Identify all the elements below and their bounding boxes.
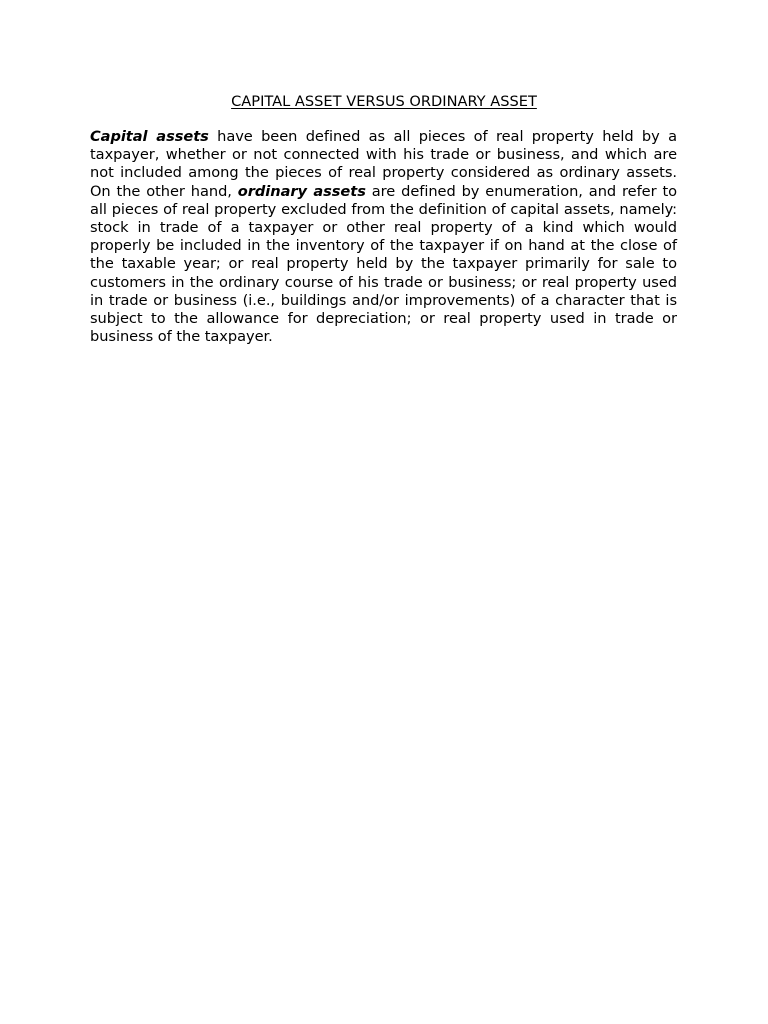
paragraph-text-part-2: are defined by enumeration, and refer to all pieces of real property excluded from the definition of capital assets, namely: stock in trade of a taxpayer or other real property of a kind which would properly be included in the inventory of the taxpayer if on hand at the close of the taxable year; or real property held by the taxpayer primarily for sale to customers in the ordinary course of his trade or business; or real property used in trade or business (i.e., buildings and/or improvements) of a character that is subject to the allowance for depreciation; or real property used in trade or business of the taxpayer. [90, 182, 677, 346]
body-paragraph [90, 128, 677, 346]
term-ordinary-assets: ordinary assets [237, 182, 366, 200]
term-capital-assets: Capital assets [90, 128, 209, 145]
document-title: CAPITAL ASSET VERSUS ORDINARY ASSET [231, 93, 537, 110]
paragraph-text-part-1: have been defined as all pieces of real property held by a taxpayer, whether or not connected with his trade or business, and which are not included among the pieces of real property considered as ordinary assets. On the other hand, [90, 128, 677, 200]
